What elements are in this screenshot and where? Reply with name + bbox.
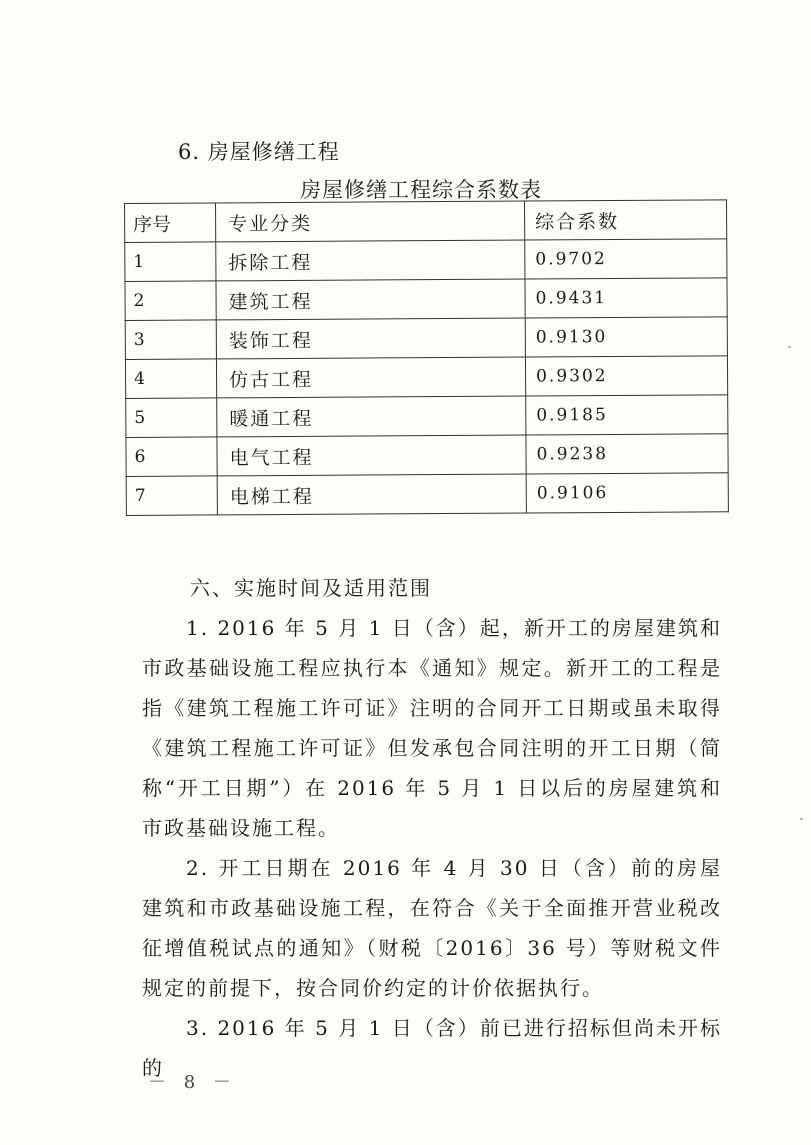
paragraph-3: 3. 2016 年 5 月 1 日（含）前已进行招标但尚未开标的 (142, 1016, 722, 1080)
column-header-category: 专业分类 (216, 201, 525, 242)
table-row (126, 434, 728, 477)
paragraph-2: 2. 开工日期在 2016 年 4 月 30 日（含）前的房屋建筑和市政基础设施工程，在符合《关于全面推开营业税改征增值税试点的通知》（财税〔2016〕36 号）等财税文件规定的前提下，按合同价约定的计价依据执行。 (142, 856, 722, 1000)
section-six-heading: 六、实施时间及适用范围 (190, 576, 432, 600)
table-header-row (125, 200, 727, 243)
row-coefficient: 0.9431 (525, 278, 727, 318)
row-index: 7 (126, 476, 217, 516)
section-heading: 6. 房屋修缮工程 (178, 140, 340, 164)
row-category: 电气工程 (217, 435, 526, 476)
row-category: 拆除工程 (216, 240, 525, 281)
table-row (125, 356, 727, 399)
row-index: 4 (125, 359, 216, 399)
table-row (126, 473, 728, 516)
row-category: 仿古工程 (216, 357, 525, 398)
row-index: 2 (125, 281, 216, 321)
row-category: 建筑工程 (216, 279, 525, 320)
paragraph-1: 1. 2016 年 5 月 1 日（含）起，新开工的房屋建筑和市政基础设施工程应执行本《通知》规定。新开工的工程是指《建筑工程施工许可证》注明的合同开工日期或虽未取得《建筑工程施工许可证》但发承包合同注明的开工日期（简称“开工日期”）在 2016 年 5 月 1 日以后的房屋建筑和市政基础设施工程。 (142, 616, 722, 840)
table-title: 房屋修缮工程综合系数表 (300, 178, 542, 202)
row-coefficient: 0.9106 (526, 473, 728, 513)
coefficient-table (124, 199, 729, 516)
column-header-coefficient: 综合系数 (524, 200, 726, 240)
row-coefficient: 0.9302 (525, 356, 727, 396)
column-header-index: 序号 (125, 203, 216, 243)
table-row (125, 317, 727, 360)
scan-speck (800, 818, 803, 820)
row-coefficient: 0.9130 (525, 317, 727, 357)
row-coefficient: 0.9185 (526, 395, 728, 435)
row-index: 6 (126, 437, 217, 477)
row-category: 装饰工程 (216, 318, 525, 359)
scan-speck (788, 346, 791, 348)
row-index: 5 (126, 398, 217, 438)
table-row (125, 278, 727, 321)
row-index: 3 (125, 320, 216, 360)
table-row (126, 395, 728, 438)
section-six (142, 568, 722, 1088)
row-category: 电梯工程 (217, 474, 526, 515)
row-category: 暖通工程 (217, 396, 526, 437)
table-row (125, 239, 727, 282)
row-coefficient: 0.9702 (525, 239, 727, 279)
row-index: 1 (125, 242, 216, 282)
row-coefficient: 0.9238 (526, 434, 728, 474)
page-number: － 8 － (148, 1072, 237, 1093)
